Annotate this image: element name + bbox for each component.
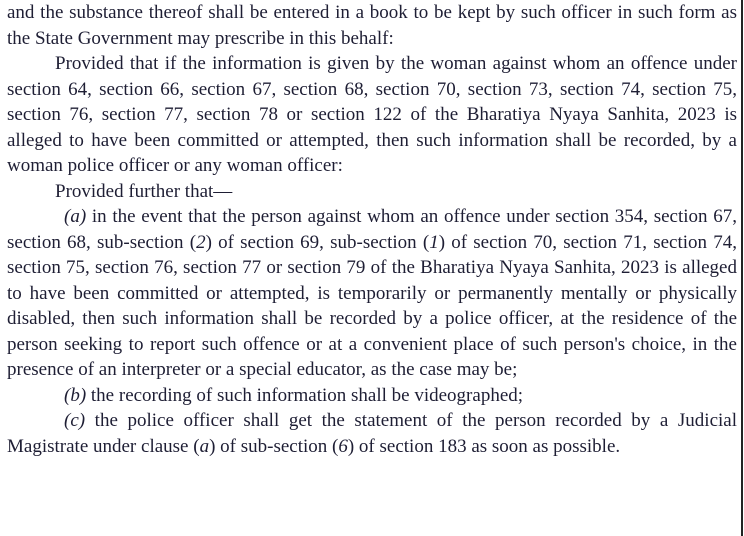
clause-c-clause-ref: a <box>199 435 210 457</box>
page-right-edge-rule <box>741 0 743 536</box>
clause-a-text-3: ) of section 70, section 71, section 74, section 75, section 76, section 77 or section 79 of the Bharatiya Nyaya Sanhita, 2023 is alleged to have been committed or attempted, is temporarily or permanently mentally or physically disabled, then such information shall be recorded by a police officer, at the residence of the person seeking to report such offence or at a convenient place of such person's choice, in the presence of an interpreter or a special educator, as the case may be; <box>7 231 737 380</box>
paragraph-continuation: and the substance thereof shall be entered in a book to be kept by such officer in such form as the State Government may prescribe in this behalf: <box>7 2 737 49</box>
proviso-woman-officer: Provided that if the information is given by the woman against whom an offence under section 64, section 66, section 67, section 68, section 70, section 73, section 74, section 75, section 76, section 77, section 78 or section 122 of the Bharatiya Nyaya Sanhita, 2023 is alleged to have been committed or attempted, then such information shall be recorded, by a woman police officer or any woman officer: <box>7 53 737 176</box>
clause-a <box>7 204 737 383</box>
clause-a-text-2: ) of section 69, sub-section ( <box>205 231 430 253</box>
clause-c-text-1: the police officer shall get the statement of the person recorded by a Judicial Magistrate under clause ( <box>7 410 737 457</box>
statute-text-block <box>7 0 737 459</box>
clause-a-subsection-1: 1 <box>429 231 439 253</box>
clause-a-marker: (a) <box>64 206 87 227</box>
proviso-further: Provided further that— <box>55 180 233 202</box>
clause-c-subsection-6: 6 <box>338 435 348 457</box>
clause-b-marker: (b) <box>64 384 87 406</box>
clause-b <box>7 383 737 409</box>
clause-a-subsection-2: 2 <box>196 231 206 253</box>
clause-a-text-1: in the event that the person against whom an offence under section 354, section 67, section 68, sub-section ( <box>7 206 737 253</box>
clause-c <box>7 408 737 459</box>
clause-c-text-2: ) of sub-section ( <box>209 435 339 457</box>
clause-c-text-3: ) of section 183 as soon as possible. <box>347 435 621 457</box>
clause-b-text: the recording of such information shall be videographed; <box>86 384 524 406</box>
clause-c-marker: (c) <box>64 410 86 431</box>
